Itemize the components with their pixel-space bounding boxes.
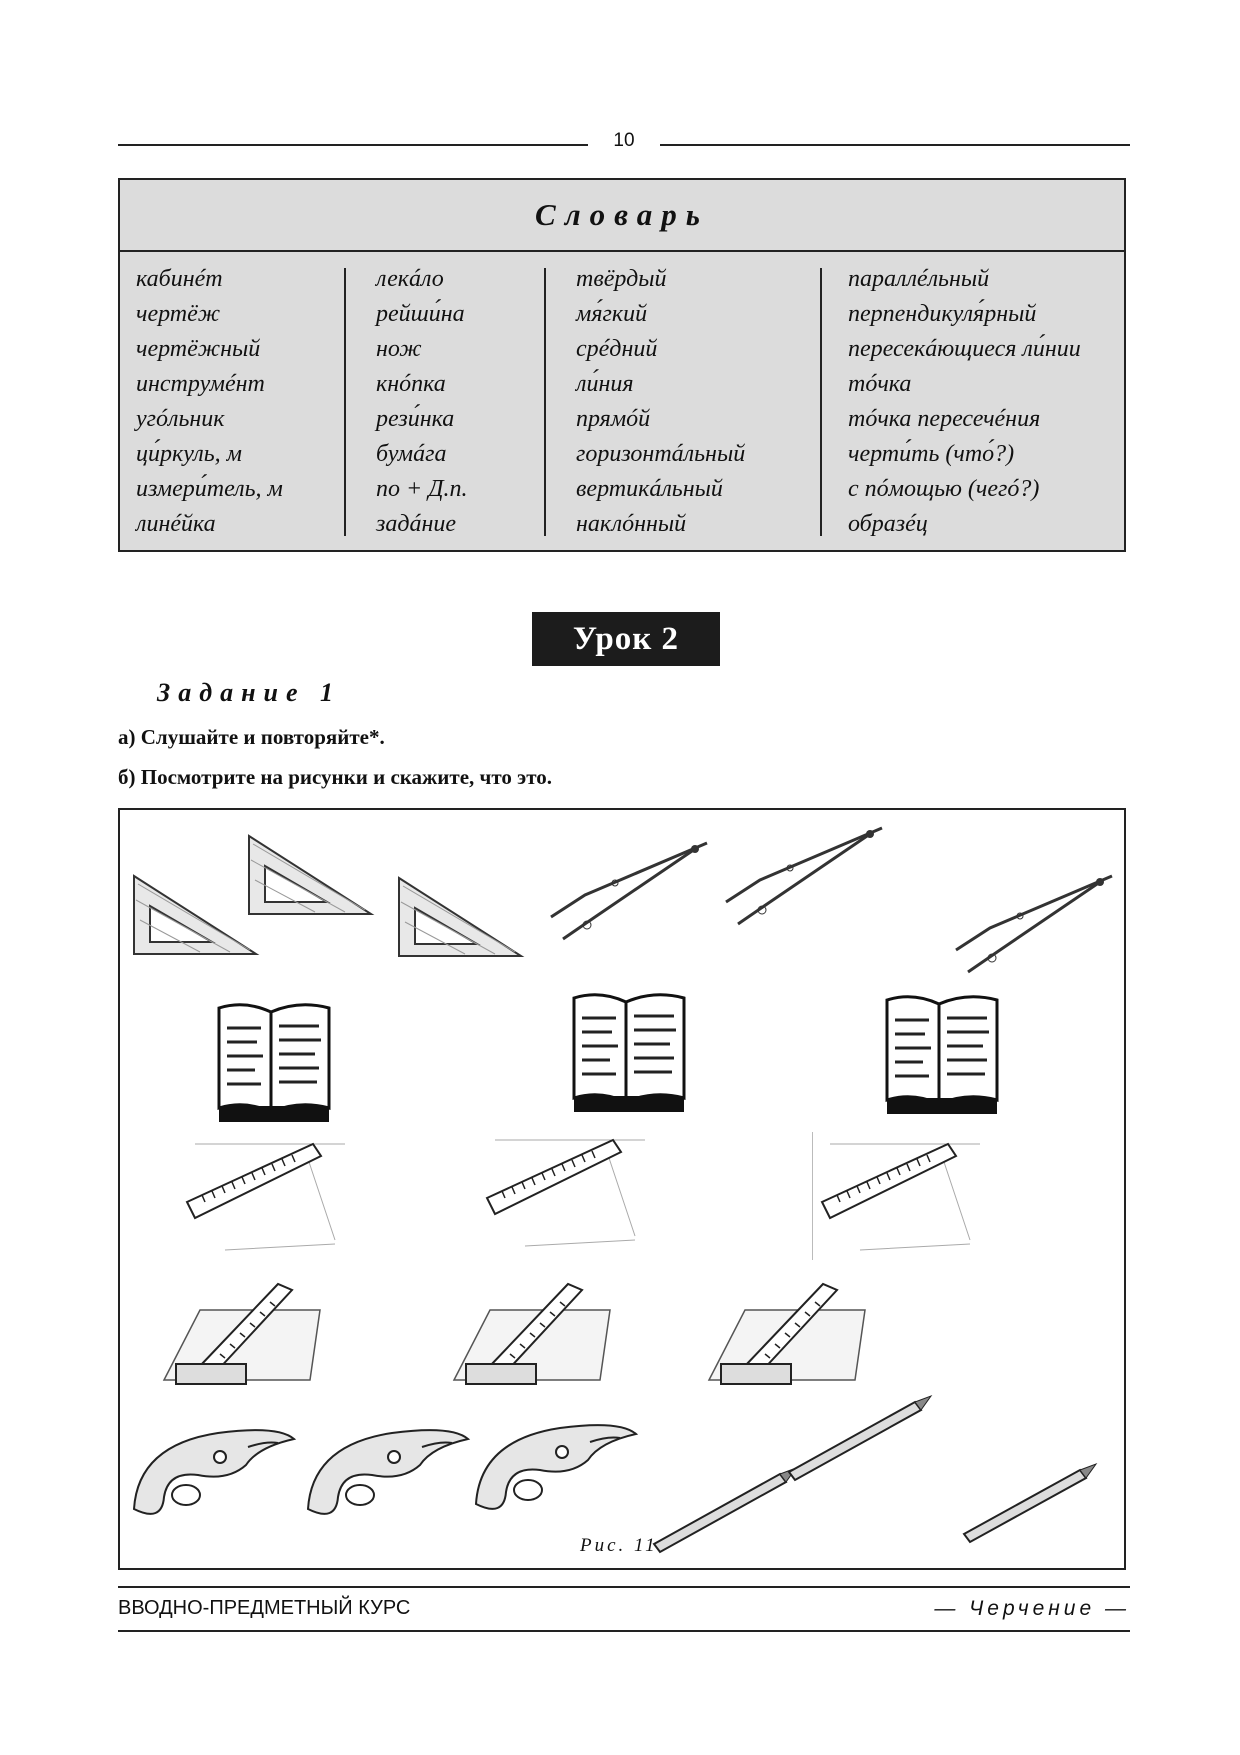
vocabulary-word: нож: [376, 336, 422, 362]
vocabulary-word: рези́нка: [376, 406, 455, 432]
column-divider: [544, 268, 546, 536]
french-curve-icon: [470, 1420, 640, 1530]
page-header: [118, 128, 1130, 158]
french-curve-icon: [128, 1425, 298, 1535]
set-square-icon: [130, 870, 260, 960]
vocabulary-word: рейши́на: [376, 301, 465, 327]
vocabulary-column-4: [848, 262, 1081, 542]
vocabulary-word: лекáло: [376, 266, 444, 292]
ruler-icon: [485, 1136, 655, 1256]
vocabulary-word: чертёжный: [136, 336, 261, 362]
task-title: Задание 1: [157, 678, 342, 707]
vocabulary-box: [118, 178, 1126, 552]
divider-line: [812, 1132, 813, 1260]
vocabulary-word: тóчка: [848, 371, 912, 397]
t-square-icon: [160, 1280, 330, 1395]
vocabulary-word: с пóмощью (чегó?): [848, 476, 1040, 502]
footer-subject: — Черчение —: [934, 1597, 1130, 1620]
vocabulary-word: пересекáющиеся ли́нии: [848, 336, 1081, 362]
vocabulary-word: горизонтáльный: [576, 441, 746, 467]
figure-caption: Рис. 11: [580, 1535, 658, 1556]
compass-icon: [720, 820, 890, 930]
pencil-icon: [785, 1388, 935, 1488]
vocabulary-word: черти́ть (что́?): [848, 441, 1015, 467]
vocabulary-word: бумáга: [376, 441, 447, 467]
vocabulary-word: чертёж: [136, 301, 221, 327]
ruler-icon: [185, 1140, 355, 1260]
vocabulary-word: параллéльный: [848, 266, 990, 292]
french-curve-icon: [302, 1425, 472, 1535]
book-icon: [883, 992, 1003, 1118]
vocabulary-column-1: [136, 262, 283, 542]
vocabulary-word: линéйка: [136, 511, 216, 537]
vocabulary-word: угóльник: [136, 406, 225, 432]
footer-course-title: ВВОДНО-ПРЕДМЕТНЫЙ КУРС: [118, 1597, 411, 1619]
book-icon: [215, 1000, 335, 1126]
vocabulary-word: тóчка пересечéния: [848, 406, 1041, 432]
vocabulary-columns: [120, 252, 1124, 552]
compass-icon: [950, 868, 1120, 978]
vocabulary-word: ци́ркуль, м: [136, 441, 242, 467]
vocabulary-word: мя́гкий: [576, 301, 648, 327]
vocabulary-word: кабинéт: [136, 266, 223, 292]
figure-box: [118, 808, 1126, 1570]
t-square-icon: [705, 1280, 875, 1395]
page-footer: [118, 1586, 1130, 1632]
vocabulary-word: по + Д.п.: [376, 476, 468, 502]
vocabulary-column-2: [376, 262, 467, 542]
pencil-icon: [960, 1450, 1100, 1550]
set-square-icon: [395, 872, 525, 962]
book-icon: [570, 990, 690, 1116]
vocabulary-word: перпендикуля́рный: [848, 301, 1037, 327]
vocabulary-word: прямóй: [576, 406, 651, 432]
vocabulary-word: кнóпка: [376, 371, 446, 397]
column-divider: [344, 268, 346, 536]
vocabulary-word: вертикáльный: [576, 476, 723, 502]
vocabulary-word: твёрдый: [576, 266, 667, 292]
page-number: 10: [613, 130, 635, 151]
vocabulary-word: задáние: [376, 511, 457, 537]
vocabulary-word: наклóнный: [576, 511, 687, 537]
vocabulary-column-3: [576, 262, 745, 542]
pencil-icon: [650, 1460, 800, 1560]
compass-icon: [545, 835, 715, 945]
t-square-icon: [450, 1280, 620, 1395]
lesson-badge: Урок 2: [532, 612, 720, 666]
vocabulary-word: измери́тель, м: [136, 476, 283, 502]
header-rule-right: [660, 144, 1130, 146]
task-line-a: а) Слушайте и повторяйте*.: [118, 725, 385, 749]
ruler-icon: [820, 1140, 990, 1260]
column-divider: [820, 268, 822, 536]
set-square-icon: [245, 830, 375, 920]
vocabulary-word: образéц: [848, 511, 928, 537]
vocabulary-title: Словарь: [120, 180, 1124, 252]
task-line-b: б) Посмотрите на рисунки и скажите, что это.: [118, 765, 553, 789]
vocabulary-word: инструмéнт: [136, 371, 265, 397]
vocabulary-word: срéдний: [576, 336, 658, 362]
header-rule-left: [118, 144, 588, 146]
vocabulary-word: ли́ния: [576, 371, 634, 397]
